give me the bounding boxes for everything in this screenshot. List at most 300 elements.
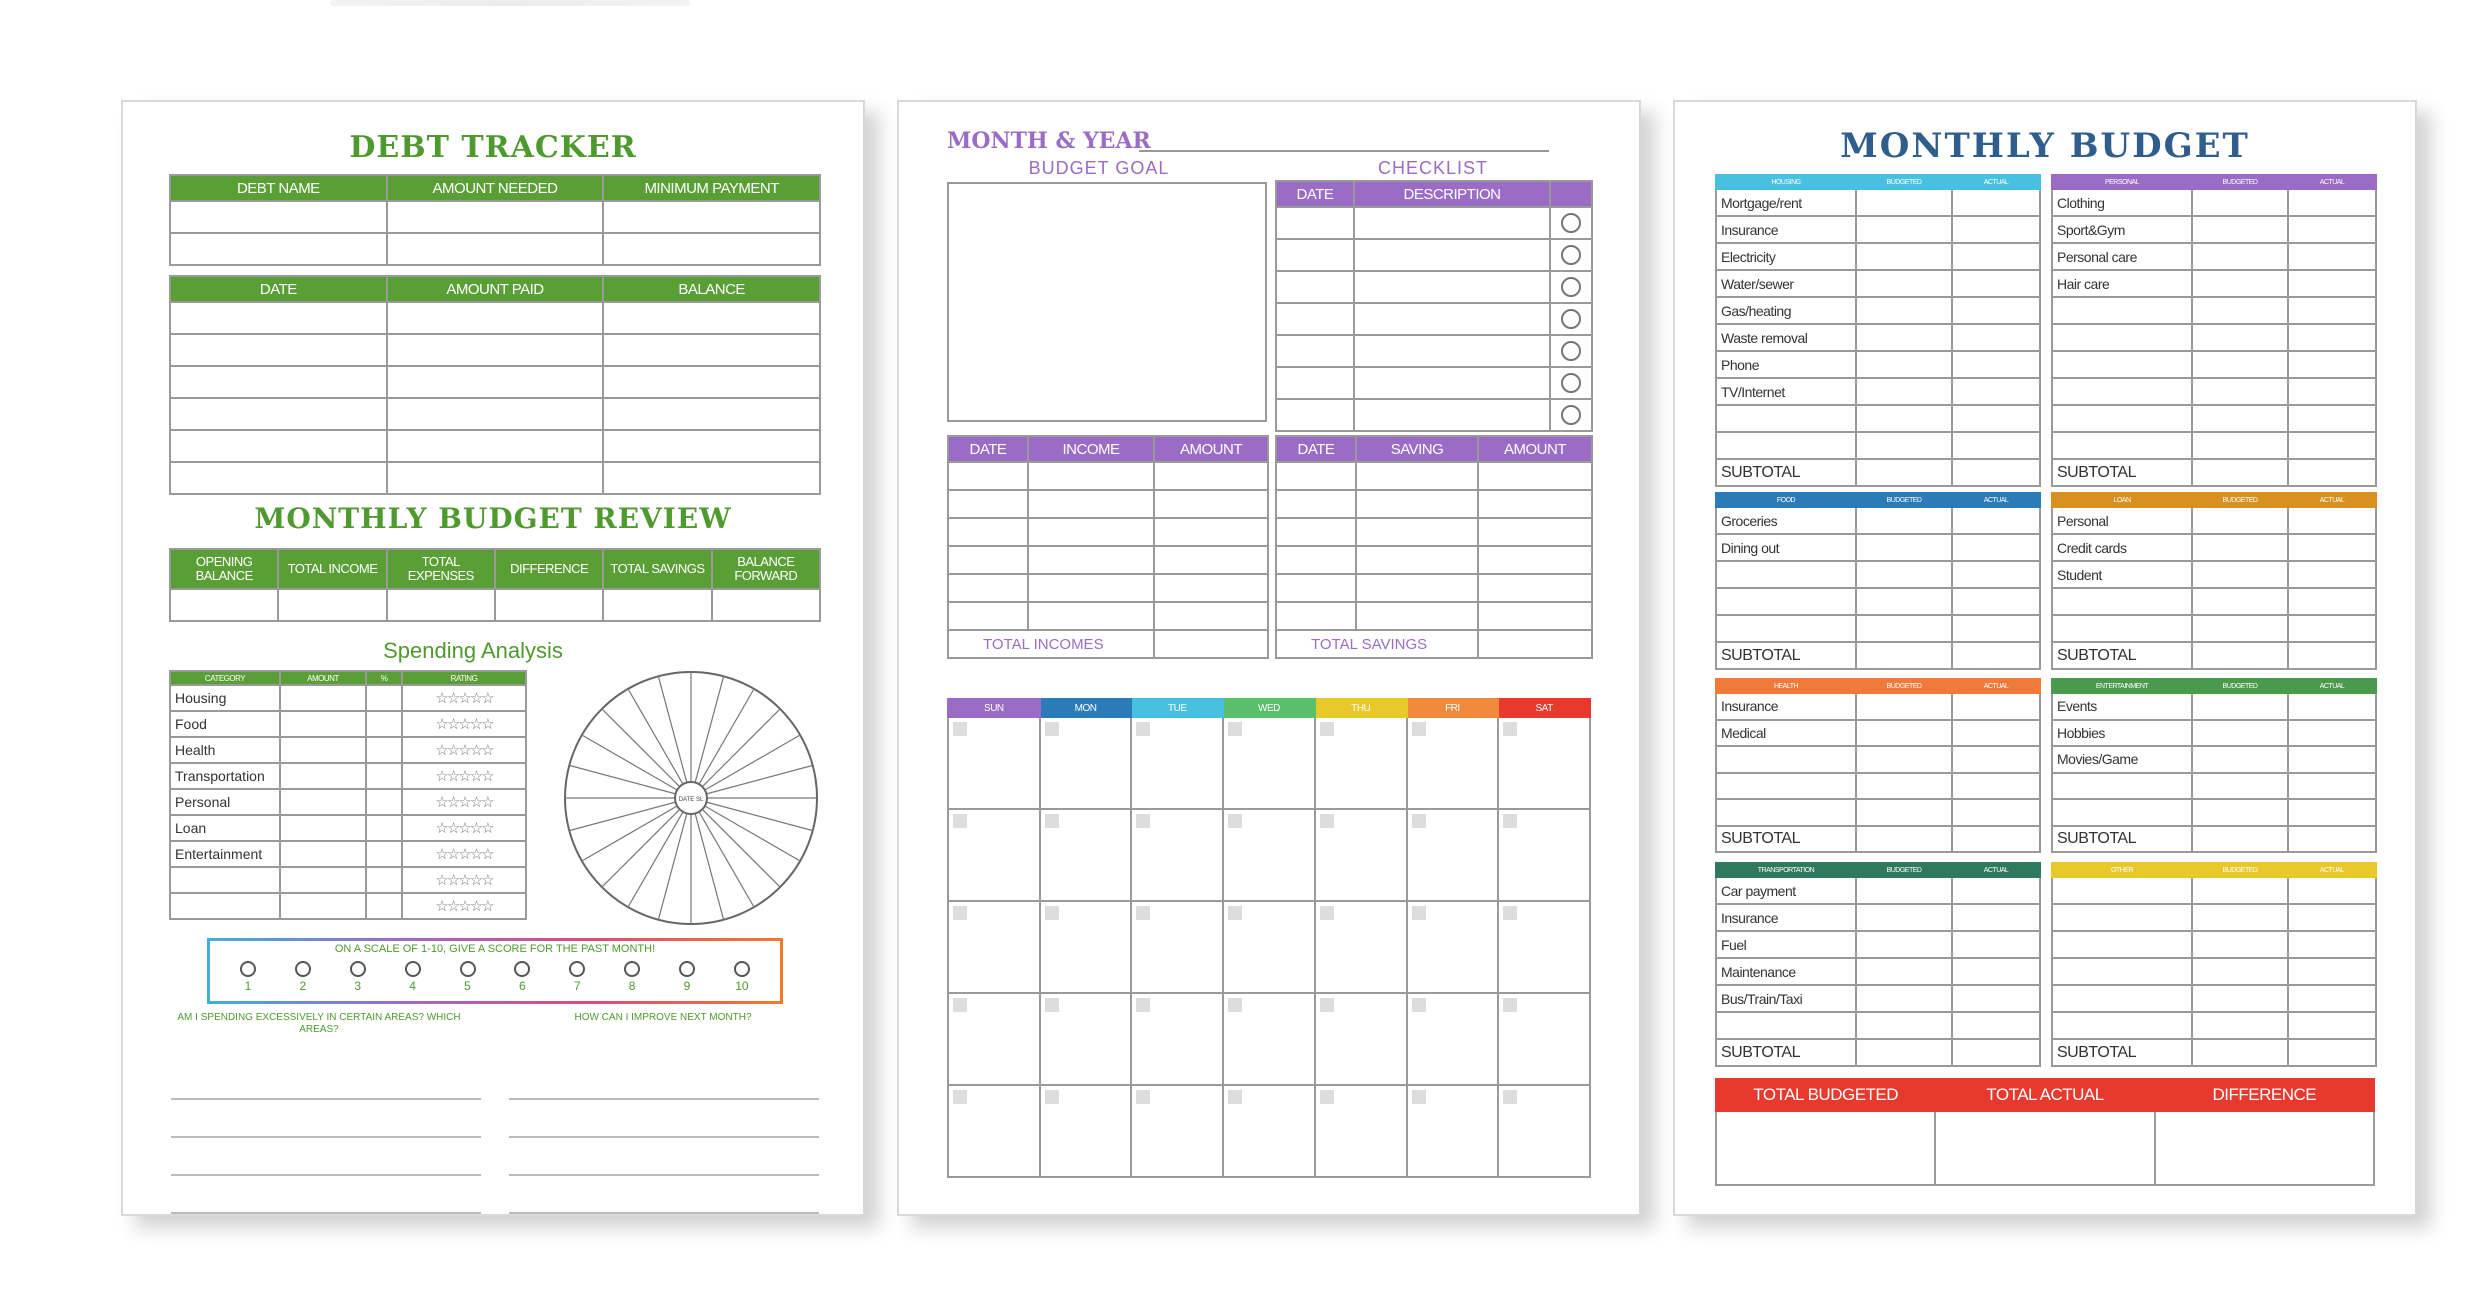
actual-cell[interactable]	[1952, 615, 2040, 642]
calendar-day[interactable]	[1407, 901, 1499, 993]
table-row	[1716, 507, 2040, 534]
calendar-day[interactable]	[1131, 809, 1223, 901]
budgeted-cell[interactable]	[1856, 561, 1952, 588]
actual-cell[interactable]	[1952, 799, 2040, 826]
budget-review-title: MONTHLY BUDGET REVIEW	[254, 502, 732, 535]
actual-cell[interactable]	[2288, 351, 2376, 378]
radio-circle-icon[interactable]	[679, 961, 695, 977]
actual-cell[interactable]	[1952, 773, 2040, 800]
actual-cell[interactable]	[1952, 351, 2040, 378]
budget-item-label	[2052, 432, 2192, 459]
table-row	[948, 574, 1268, 602]
budgeted-cell[interactable]	[2192, 405, 2288, 432]
table-row	[2052, 615, 2376, 642]
score-option[interactable]: 1	[228, 961, 268, 993]
date-box-icon	[1045, 906, 1059, 920]
table-row	[1276, 518, 1592, 546]
budget-item-label	[1716, 432, 1856, 459]
budget-item-label: Waste removal	[1716, 324, 1856, 351]
difference-header: DIFFERENCE	[495, 549, 603, 589]
budgeted-cell[interactable]	[2192, 324, 2288, 351]
budgeted-cell[interactable]	[1856, 958, 1952, 985]
actual-cell[interactable]	[2288, 877, 2376, 904]
score-option[interactable]: 3	[338, 961, 378, 993]
table-row	[2052, 351, 2376, 378]
date-box-icon	[1228, 998, 1242, 1012]
calendar-day[interactable]	[948, 993, 1040, 1085]
radio-circle-icon[interactable]	[405, 961, 421, 977]
subtotal-cell[interactable]	[1952, 826, 2040, 853]
checkbox-circle-icon[interactable]	[1561, 405, 1581, 425]
budgeted-cell[interactable]	[1856, 904, 1952, 931]
budgeted-cell[interactable]	[2192, 720, 2288, 747]
budget-goal-box[interactable]	[947, 182, 1267, 422]
budgeted-cell[interactable]	[2192, 958, 2288, 985]
actual-cell[interactable]	[1952, 243, 2040, 270]
saving-amount-header: AMOUNT	[1478, 436, 1592, 462]
subtotal-label: SUBTOTAL	[2052, 1039, 2192, 1066]
faint-header-bar	[330, 0, 690, 6]
star-rating-icon[interactable]: ☆☆☆☆☆	[402, 737, 526, 763]
budgeted-cell[interactable]	[2192, 615, 2288, 642]
actual-cell[interactable]	[1952, 189, 2040, 216]
budget-item-label: Hobbies	[2052, 720, 2192, 747]
table-row	[1716, 432, 2040, 459]
actual-cell[interactable]	[1952, 693, 2040, 720]
category-label	[170, 893, 280, 919]
subtotal-cell[interactable]	[1952, 1039, 2040, 1066]
category-name-header: ENTERTAINMENT	[2052, 679, 2192, 693]
star-rating-icon[interactable]: ☆☆☆☆☆	[402, 893, 526, 919]
budgeted-cell[interactable]	[1856, 720, 1952, 747]
subtotal-cell[interactable]	[2192, 826, 2288, 853]
answer-lines-right[interactable]	[509, 1062, 819, 1214]
subtotal-cell[interactable]	[2192, 1039, 2288, 1066]
actual-cell[interactable]	[1952, 958, 2040, 985]
subtotal-cell[interactable]	[2288, 826, 2376, 853]
actual-cell[interactable]	[1952, 877, 2040, 904]
checkbox-circle-icon[interactable]	[1561, 373, 1581, 393]
star-rating-icon[interactable]: ☆☆☆☆☆	[402, 841, 526, 867]
budgeted-cell[interactable]	[2192, 243, 2288, 270]
spending-analysis-title: Spending Analysis	[383, 638, 563, 663]
table-row	[2052, 799, 2376, 826]
budgeted-cell[interactable]	[2192, 507, 2288, 534]
subtotal-cell[interactable]	[1856, 1039, 1952, 1066]
actual-cell[interactable]	[2288, 561, 2376, 588]
subtotal-cell[interactable]	[1856, 459, 1952, 486]
budget-item-label	[2052, 931, 2192, 958]
budgeted-cell[interactable]	[2192, 693, 2288, 720]
actual-cell[interactable]	[1952, 1012, 2040, 1039]
actual-cell[interactable]	[2288, 189, 2376, 216]
budgeted-cell[interactable]	[1856, 507, 1952, 534]
calendar-day[interactable]	[1040, 717, 1132, 809]
actual-cell[interactable]	[2288, 588, 2376, 615]
score-option[interactable]: 6	[502, 961, 542, 993]
score-option[interactable]: 7	[557, 961, 597, 993]
calendar-day[interactable]	[948, 717, 1040, 809]
radio-circle-icon[interactable]	[624, 961, 640, 977]
star-rating-icon[interactable]: ☆☆☆☆☆	[402, 711, 526, 737]
date-header: DATE	[170, 276, 387, 302]
calendar-day[interactable]	[1498, 809, 1590, 901]
budgeted-cell[interactable]	[2192, 904, 2288, 931]
actual-cell[interactable]	[2288, 534, 2376, 561]
actual-cell[interactable]	[1952, 405, 2040, 432]
actual-cell[interactable]	[1952, 324, 2040, 351]
actual-cell[interactable]	[2288, 1012, 2376, 1039]
actual-cell[interactable]	[1952, 297, 2040, 324]
calendar-day[interactable]	[1223, 1085, 1315, 1177]
checkbox-circle-icon[interactable]	[1561, 245, 1581, 265]
actual-cell[interactable]	[1952, 561, 2040, 588]
calendar-day[interactable]	[1407, 993, 1499, 1085]
actual-cell[interactable]	[2288, 615, 2376, 642]
budgeted-cell[interactable]	[2192, 216, 2288, 243]
calendar-day[interactable]	[1407, 717, 1499, 809]
budgeted-cell[interactable]	[2192, 588, 2288, 615]
debt-tracker-page	[121, 100, 865, 1216]
amount-needed-header: AMOUNT NEEDED	[387, 175, 604, 201]
calendar-day[interactable]	[1498, 717, 1590, 809]
budget-item-label: Car payment	[1716, 877, 1856, 904]
calendar-day[interactable]	[1223, 901, 1315, 993]
table-row	[170, 867, 526, 893]
budget-item-label	[2052, 378, 2192, 405]
score-option[interactable]: 2	[283, 961, 323, 993]
subtotal-cell[interactable]	[1856, 642, 1952, 669]
actual-cell[interactable]	[2288, 243, 2376, 270]
radio-circle-icon[interactable]	[514, 961, 530, 977]
actual-cell[interactable]	[1952, 904, 2040, 931]
budget-category-other	[2051, 862, 2377, 1067]
calendar-day[interactable]	[1040, 809, 1132, 901]
budget-item-label: Phone	[1716, 351, 1856, 378]
date-box-icon	[953, 998, 967, 1012]
date-box-icon	[1320, 998, 1334, 1012]
table-row	[2052, 243, 2376, 270]
actual-cell[interactable]	[2288, 693, 2376, 720]
category-name-header: OTHER	[2052, 863, 2192, 877]
checkbox-circle-icon[interactable]	[1561, 213, 1581, 233]
actual-cell[interactable]	[2288, 507, 2376, 534]
calendar-day[interactable]	[1223, 717, 1315, 809]
subtotal-cell[interactable]	[2192, 459, 2288, 486]
budgeted-cell[interactable]	[1856, 877, 1952, 904]
actual-header: ACTUAL	[2288, 175, 2376, 189]
subtotal-cell[interactable]	[2288, 1039, 2376, 1066]
budgeted-header: BUDGETED	[1856, 493, 1952, 507]
calendar-day[interactable]	[1498, 993, 1590, 1085]
subtotal-cell[interactable]	[2288, 642, 2376, 669]
budget-item-label	[1716, 561, 1856, 588]
budget-item-label: Insurance	[1716, 216, 1856, 243]
date-box-icon	[1045, 1090, 1059, 1104]
actual-header: ACTUAL	[1952, 863, 2040, 877]
amount-paid-header: AMOUNT PAID	[387, 276, 604, 302]
budgeted-cell[interactable]	[1856, 773, 1952, 800]
actual-cell[interactable]	[2288, 958, 2376, 985]
date-box-icon	[1503, 814, 1517, 828]
actual-header: ACTUAL	[2288, 863, 2376, 877]
radio-circle-icon[interactable]	[734, 961, 750, 977]
actual-cell[interactable]	[1952, 507, 2040, 534]
calendar-day[interactable]	[1131, 1085, 1223, 1177]
actual-cell[interactable]	[2288, 432, 2376, 459]
budgeted-cell[interactable]	[2192, 534, 2288, 561]
actual-cell[interactable]	[1952, 216, 2040, 243]
actual-cell[interactable]	[1952, 378, 2040, 405]
budget-item-label: Medical	[1716, 720, 1856, 747]
actual-cell[interactable]	[2288, 720, 2376, 747]
budget-item-label	[2052, 799, 2192, 826]
subtotal-label: SUBTOTAL	[1716, 459, 1856, 486]
calendar-day[interactable]	[948, 809, 1040, 901]
budgeted-cell[interactable]	[2192, 1012, 2288, 1039]
calendar-day[interactable]	[1315, 809, 1407, 901]
table-row	[2052, 1012, 2376, 1039]
actual-cell[interactable]	[1952, 432, 2040, 459]
total-incomes-label: TOTAL INCOMES	[948, 630, 1154, 658]
calendar-day[interactable]	[1223, 809, 1315, 901]
opening-balance-header: OPENING BALANCE	[170, 549, 278, 589]
calendar-day[interactable]	[1407, 809, 1499, 901]
budgeted-cell[interactable]	[1856, 693, 1952, 720]
radio-circle-icon[interactable]	[460, 961, 476, 977]
budgeted-cell[interactable]	[2192, 985, 2288, 1012]
actual-cell[interactable]	[1952, 931, 2040, 958]
table-row	[2052, 432, 2376, 459]
budget-item-label: Water/sewer	[1716, 270, 1856, 297]
budgeted-cell[interactable]	[1856, 189, 1952, 216]
actual-cell[interactable]	[2288, 378, 2376, 405]
actual-cell[interactable]	[2288, 405, 2376, 432]
date-box-icon	[1503, 1090, 1517, 1104]
month-year-input[interactable]	[1139, 150, 1549, 152]
table-row	[2052, 216, 2376, 243]
star-rating-icon[interactable]: ☆☆☆☆☆	[402, 685, 526, 711]
date-box-icon	[1136, 998, 1150, 1012]
table-row	[1276, 602, 1592, 630]
actual-cell[interactable]	[2288, 324, 2376, 351]
actual-cell[interactable]	[2288, 746, 2376, 773]
radio-circle-icon[interactable]	[295, 961, 311, 977]
category-label: Health	[170, 737, 280, 763]
score-option[interactable]: 4	[393, 961, 433, 993]
star-rating-icon[interactable]: ☆☆☆☆☆	[402, 867, 526, 893]
score-option[interactable]: 8	[612, 961, 652, 993]
budgeted-cell[interactable]	[2192, 432, 2288, 459]
budgeted-cell[interactable]	[1856, 270, 1952, 297]
actual-cell[interactable]	[2288, 799, 2376, 826]
star-rating-icon[interactable]: ☆☆☆☆☆	[402, 789, 526, 815]
budgeted-cell[interactable]	[1856, 297, 1952, 324]
table-row	[2052, 405, 2376, 432]
budgeted-cell[interactable]	[2192, 378, 2288, 405]
subtotal-cell[interactable]	[1952, 642, 2040, 669]
budgeted-cell[interactable]	[2192, 877, 2288, 904]
budgeted-cell[interactable]	[1856, 534, 1952, 561]
day-header-wed: WED	[1223, 699, 1315, 717]
budgeted-cell[interactable]	[1856, 931, 1952, 958]
table-row	[2052, 985, 2376, 1012]
calendar-day[interactable]	[1131, 901, 1223, 993]
calendar-day[interactable]	[1131, 717, 1223, 809]
budgeted-cell[interactable]	[1856, 985, 1952, 1012]
score-option[interactable]: 9	[667, 961, 707, 993]
budgeted-cell[interactable]	[1856, 1012, 1952, 1039]
table-row	[1276, 367, 1592, 399]
day-header-thu: THU	[1315, 699, 1407, 717]
actual-cell[interactable]	[2288, 773, 2376, 800]
totals-table	[1715, 1078, 2375, 1186]
star-rating-icon[interactable]: ☆☆☆☆☆	[402, 763, 526, 789]
table-row	[2052, 270, 2376, 297]
checkbox-circle-icon[interactable]	[1561, 341, 1581, 361]
budgeted-cell[interactable]	[2192, 773, 2288, 800]
table-row	[948, 490, 1268, 518]
actual-cell[interactable]	[2288, 297, 2376, 324]
table-row	[2052, 588, 2376, 615]
category-label: Housing	[170, 685, 280, 711]
table-row	[1716, 324, 2040, 351]
actual-cell[interactable]	[1952, 746, 2040, 773]
budgeted-cell[interactable]	[1856, 432, 1952, 459]
date-box-icon	[1228, 814, 1242, 828]
table-row	[170, 366, 820, 398]
budget-item-label: Dining out	[1716, 534, 1856, 561]
checkbox-circle-icon[interactable]	[1561, 277, 1581, 297]
budgeted-cell[interactable]	[1856, 405, 1952, 432]
calendar-day[interactable]	[1498, 1085, 1590, 1177]
total-income-header: TOTAL INCOME	[278, 549, 386, 589]
budget-item-label	[2052, 877, 2192, 904]
budgeted-cell[interactable]	[2192, 799, 2288, 826]
calendar-day[interactable]	[1315, 717, 1407, 809]
table-row	[2052, 931, 2376, 958]
subtotal-cell[interactable]	[1952, 459, 2040, 486]
subtotal-label: SUBTOTAL	[2052, 642, 2192, 669]
radio-circle-icon[interactable]	[569, 961, 585, 977]
actual-cell[interactable]	[2288, 985, 2376, 1012]
table-row	[1716, 216, 2040, 243]
budgeted-cell[interactable]	[1856, 216, 1952, 243]
budget-category-loan	[2051, 492, 2377, 670]
calendar-day[interactable]	[1315, 901, 1407, 993]
budgeted-cell[interactable]	[2192, 931, 2288, 958]
calendar-day[interactable]	[1223, 993, 1315, 1085]
budget-item-label	[1716, 799, 1856, 826]
budgeted-header: BUDGETED	[1856, 175, 1952, 189]
percent-header: %	[366, 671, 402, 685]
actual-cell[interactable]	[1952, 534, 2040, 561]
calendar-day[interactable]	[948, 901, 1040, 993]
actual-cell[interactable]	[1952, 270, 2040, 297]
scale-prompt: ON A SCALE OF 1-10, GIVE A SCORE FOR THE PAST MONTH!	[334, 943, 656, 955]
subtotal-cell[interactable]	[2192, 642, 2288, 669]
budgeted-cell[interactable]	[2192, 297, 2288, 324]
budget-item-label	[2052, 615, 2192, 642]
budgeted-cell[interactable]	[1856, 324, 1952, 351]
budget-item-label: Clothing	[2052, 189, 2192, 216]
calendar-week	[948, 993, 1590, 1085]
actual-cell[interactable]	[2288, 931, 2376, 958]
budgeted-cell[interactable]	[1856, 351, 1952, 378]
budgeted-cell[interactable]	[1856, 615, 1952, 642]
calendar-week	[948, 901, 1590, 993]
table-row	[1276, 239, 1592, 271]
table-row	[2052, 189, 2376, 216]
subtotal-cell[interactable]	[1856, 826, 1952, 853]
answer-lines-left[interactable]	[171, 1062, 481, 1214]
table-row	[1716, 1111, 2374, 1185]
table-row	[1276, 490, 1592, 518]
total-expenses-header: TOTAL EXPENSES	[387, 549, 495, 589]
spending-table	[169, 670, 527, 920]
date-box-icon	[1503, 906, 1517, 920]
table-row	[170, 430, 820, 462]
actual-cell[interactable]	[2288, 216, 2376, 243]
date-box-icon	[1045, 722, 1059, 736]
calendar-day[interactable]	[1315, 1085, 1407, 1177]
budgeted-cell[interactable]	[2192, 351, 2288, 378]
calendar-day[interactable]	[1040, 901, 1132, 993]
budget-item-label: Bus/Train/Taxi	[1716, 985, 1856, 1012]
radio-circle-icon[interactable]	[350, 961, 366, 977]
checkbox-circle-icon[interactable]	[1561, 309, 1581, 329]
subtotal-row	[2052, 459, 2376, 486]
table-row	[1276, 207, 1592, 239]
budgeted-cell[interactable]	[1856, 588, 1952, 615]
calendar-day[interactable]	[1040, 1085, 1132, 1177]
calendar-day[interactable]	[1131, 993, 1223, 1085]
actual-cell[interactable]	[1952, 720, 2040, 747]
calendar-day[interactable]	[1040, 993, 1132, 1085]
table-row	[2052, 720, 2376, 747]
budgeted-cell[interactable]	[2192, 561, 2288, 588]
table-row	[948, 602, 1268, 630]
subtotal-label: SUBTOTAL	[2052, 459, 2192, 486]
calendar-day[interactable]	[1315, 993, 1407, 1085]
budgeted-cell[interactable]	[1856, 799, 1952, 826]
actual-cell[interactable]	[2288, 270, 2376, 297]
budgeted-cell[interactable]	[2192, 189, 2288, 216]
table-row	[170, 398, 820, 430]
score-option[interactable]: 10	[722, 961, 762, 993]
budgeted-cell[interactable]	[2192, 270, 2288, 297]
subtotal-cell[interactable]	[2288, 459, 2376, 486]
budgeted-cell[interactable]	[1856, 243, 1952, 270]
category-label: Loan	[170, 815, 280, 841]
budgeted-cell[interactable]	[1856, 746, 1952, 773]
score-option[interactable]: 5	[448, 961, 488, 993]
calendar-day[interactable]	[1498, 901, 1590, 993]
budget-item-label	[1716, 773, 1856, 800]
budgeted-cell[interactable]	[2192, 746, 2288, 773]
calendar-day[interactable]	[1407, 1085, 1499, 1177]
budgeted-cell[interactable]	[1856, 378, 1952, 405]
actual-cell[interactable]	[1952, 588, 2040, 615]
calendar-day[interactable]	[948, 1085, 1040, 1177]
table-row	[1716, 877, 2040, 904]
date-box-icon	[953, 1090, 967, 1104]
table-row	[170, 737, 526, 763]
star-rating-icon[interactable]: ☆☆☆☆☆	[402, 815, 526, 841]
radio-circle-icon[interactable]	[240, 961, 256, 977]
actual-cell[interactable]	[1952, 985, 2040, 1012]
actual-cell[interactable]	[2288, 904, 2376, 931]
